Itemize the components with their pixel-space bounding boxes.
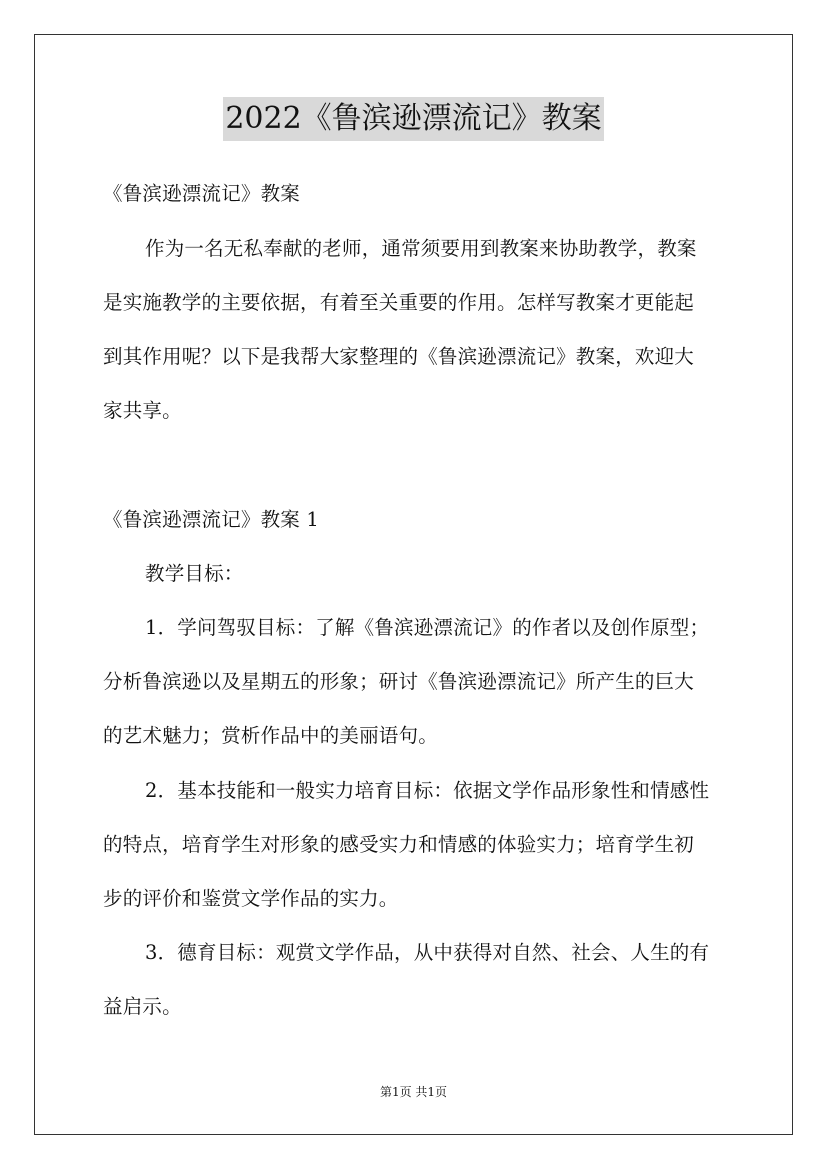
objective-2-line-1: 2．基本技能和一般实力培育目标：依据文学作品形象性和情感性 [145, 779, 710, 802]
intro-line-2: 是实施教学的主要依据，有着至关重要的作用。怎样写教案才更能起 [103, 291, 695, 314]
title-container [0, 97, 827, 141]
subtitle-line: 《鲁滨逊漂流记》教案 [103, 182, 301, 205]
section-heading: 《鲁滨逊漂流记》教案 1 [103, 508, 320, 531]
objective-1-line-2: 分析鲁滨逊以及星期五的形象；研讨《鲁滨逊漂流记》所产生的巨大 [103, 670, 695, 693]
objective-3-line-2: 益启示。 [103, 995, 182, 1018]
intro-line-4: 家共享。 [103, 399, 182, 422]
document-title: 2022《鲁滨逊漂流记》教案 [223, 97, 603, 141]
intro-line-1: 作为一名无私奉献的老师，通常须要用到教案来协助教学，教案 [145, 237, 697, 260]
page-number-footer: 第1页 共1页 [379, 1085, 448, 1099]
objective-1-line-1: 1．学问驾驭目标：了解《鲁滨逊漂流记》的作者以及创作原型； [145, 616, 710, 639]
intro-line-3: 到其作用呢？以下是我帮大家整理的《鲁滨逊漂流记》教案，欢迎大 [103, 345, 695, 368]
objectives-heading: 教学目标： [145, 562, 244, 585]
objective-2-line-3: 步的评价和鉴赏文学作品的实力。 [103, 887, 399, 910]
objective-2-line-2: 的特点，培育学生对形象的感受实力和情感的体验实力；培育学生初 [103, 833, 695, 856]
objective-3-line-1: 3．德育目标：观赏文学作品，从中获得对自然、社会、人生的有 [145, 941, 710, 964]
objective-1-line-3: 的艺术魅力；赏析作品中的美丽语句。 [103, 724, 438, 747]
